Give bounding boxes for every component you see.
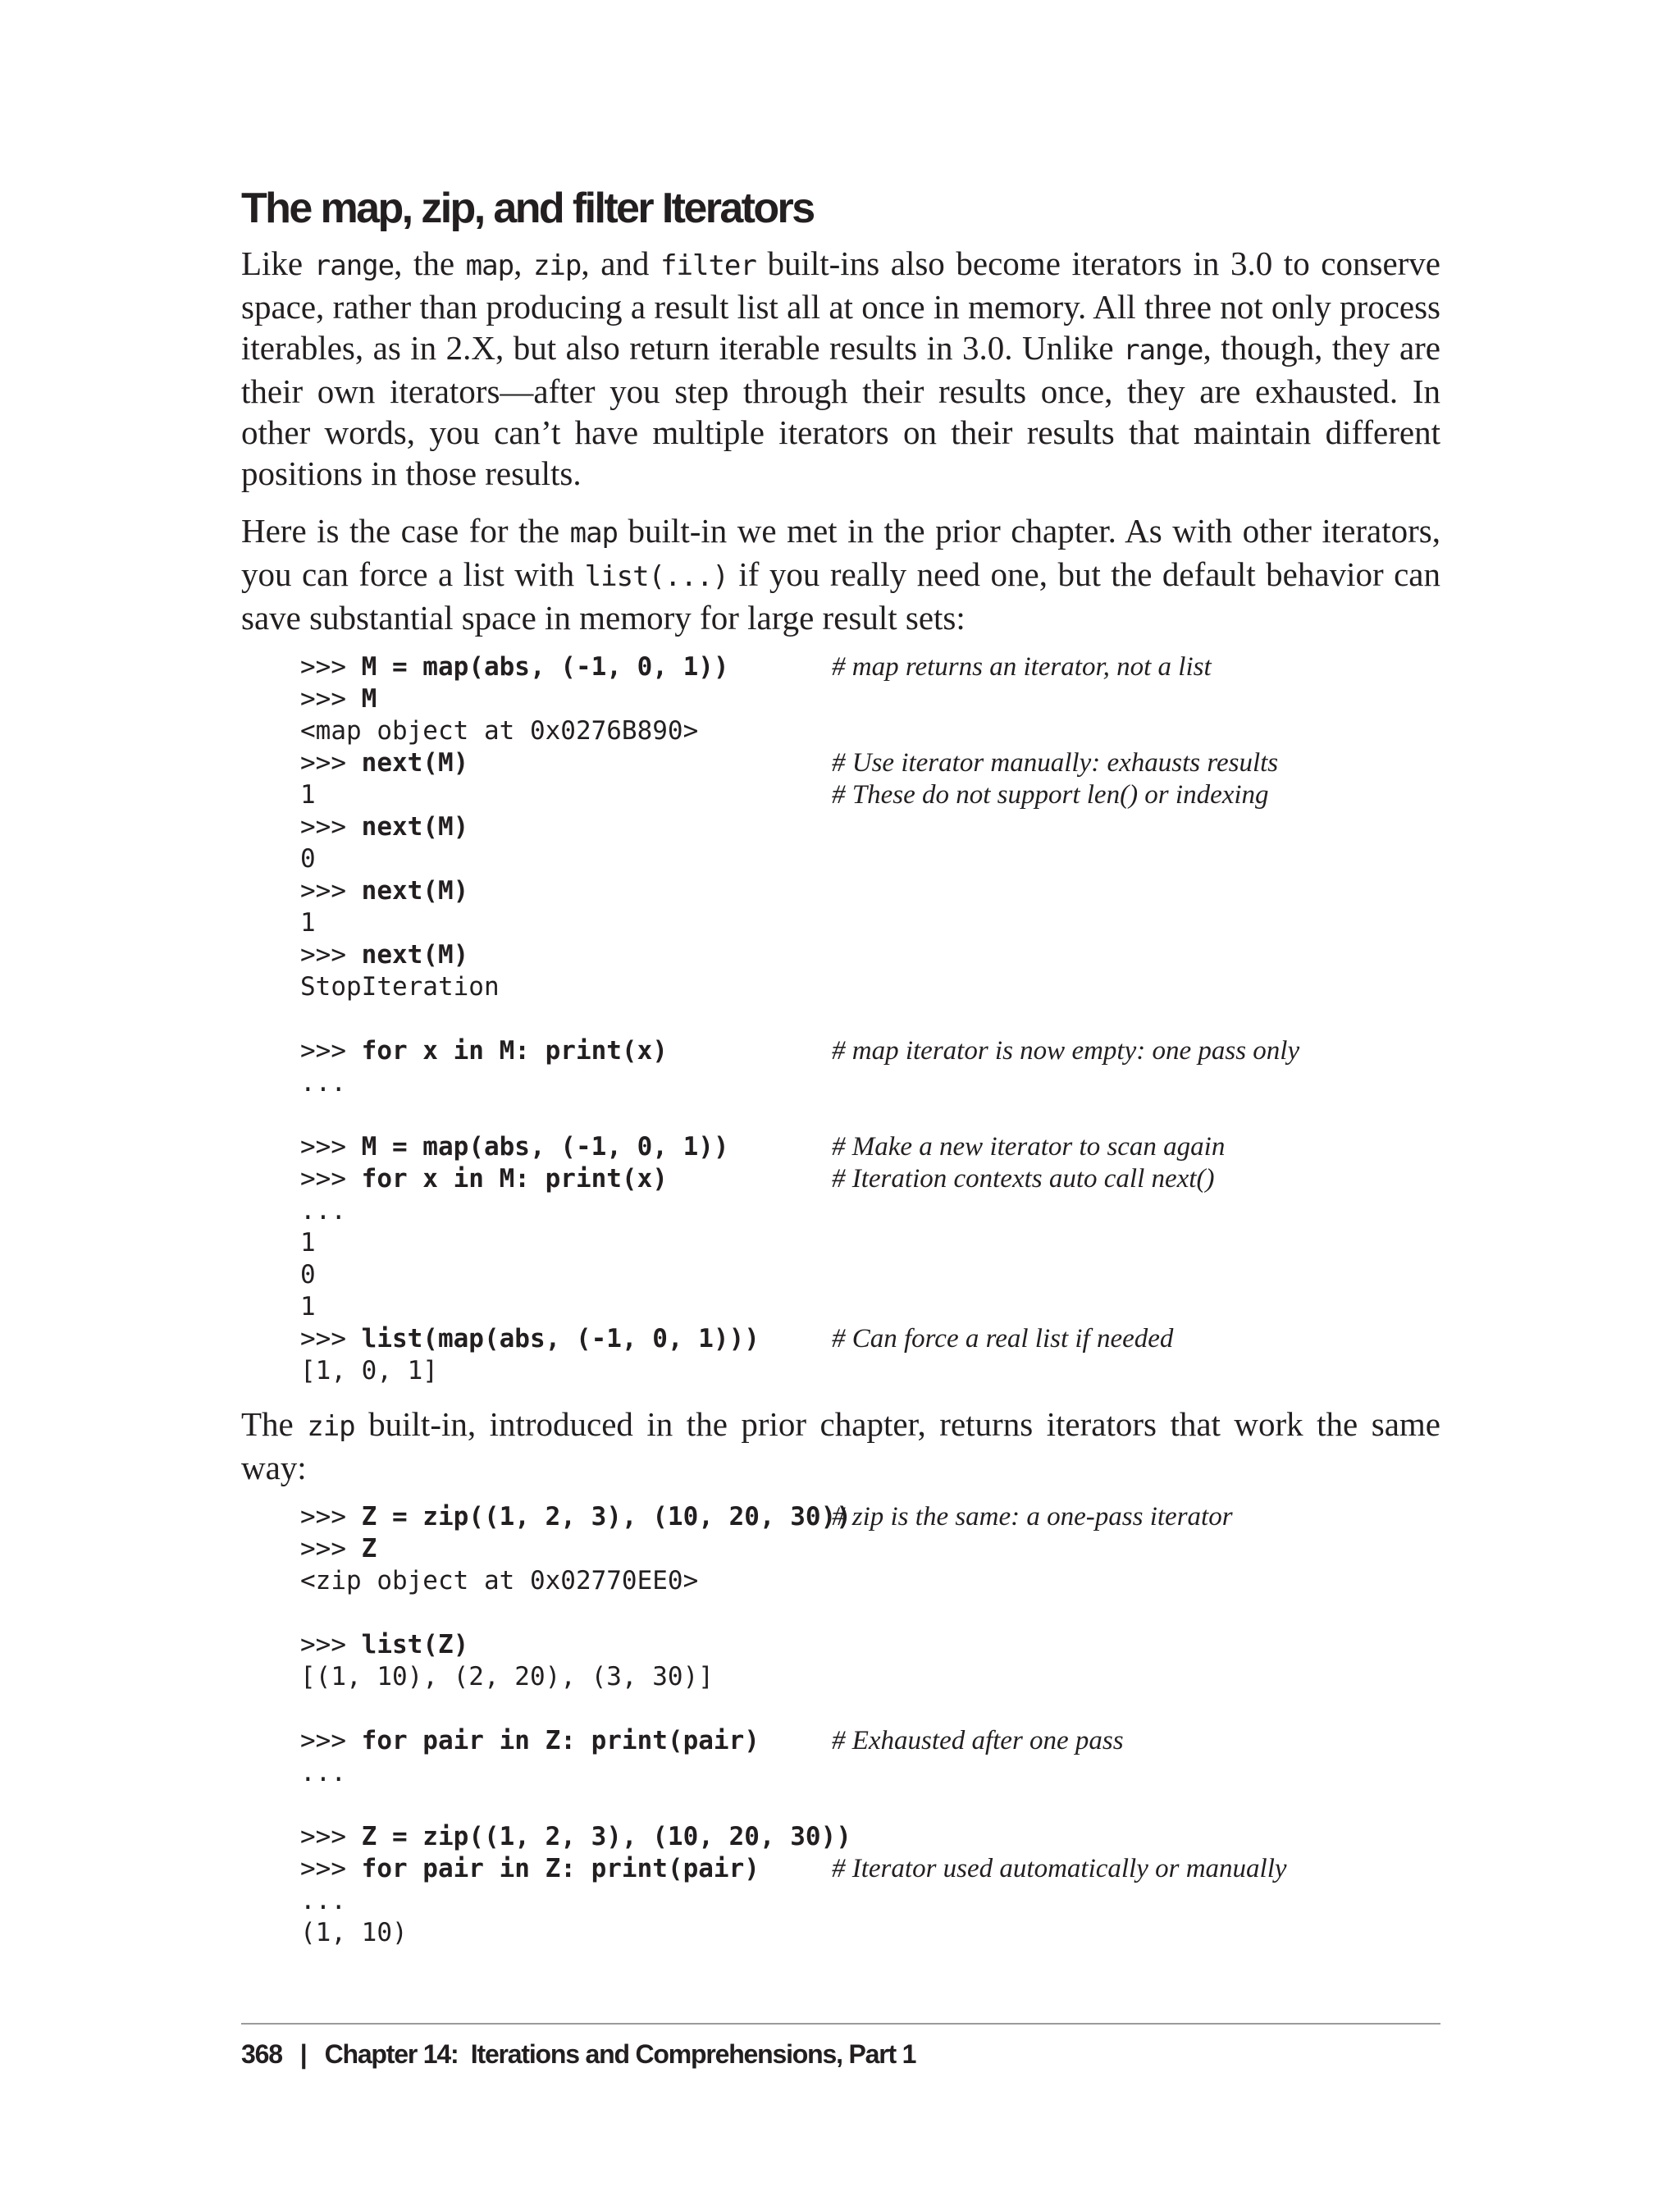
- code-text: [300, 875, 468, 907]
- code-plain: >>>: [300, 1534, 362, 1564]
- code-line: [300, 747, 1440, 779]
- code-plain: <map object at 0x0276B890>: [300, 716, 699, 746]
- code-plain: >>>: [300, 1726, 362, 1755]
- code-line: [300, 1885, 1440, 1917]
- code-bold: next(M): [361, 876, 469, 906]
- code-plain: (1, 10): [300, 1918, 408, 1947]
- inline-code: map: [465, 249, 514, 282]
- inline-code: range: [313, 249, 395, 282]
- code-line: [300, 683, 1440, 715]
- inline-code: map: [569, 517, 619, 550]
- text-run: , though, they are their own iterators—after you step through their results once, they are exhausted. In other words, you can’t have multiple iterators on their results that maintain different positions in those results.: [241, 329, 1440, 492]
- code-text: [300, 1661, 714, 1693]
- code-line: [300, 715, 1440, 747]
- text-run: Here is the case for the: [241, 512, 570, 550]
- paragraph-intro: [241, 243, 1440, 494]
- code-comment: # Iterator used automatically or manually: [832, 1854, 1287, 1883]
- page-footer: [241, 2034, 915, 2074]
- code-line: [300, 1629, 1440, 1661]
- code-plain: 0: [300, 1260, 316, 1290]
- code-plain: >>>: [300, 1324, 362, 1354]
- code-comment: # Exhausted after one pass: [832, 1726, 1124, 1755]
- code-line: [300, 1291, 1440, 1323]
- code-line: [300, 1693, 1440, 1725]
- code-plain: >>>: [300, 1036, 362, 1066]
- code-line: [300, 1757, 1440, 1789]
- paragraph-zip: [241, 1404, 1440, 1488]
- code-line: [300, 1821, 1440, 1853]
- code-plain: >>>: [300, 1822, 362, 1851]
- code-text: [300, 1629, 468, 1661]
- code-text: [300, 683, 377, 715]
- code-text: [300, 1227, 316, 1259]
- code-line: [300, 1323, 1440, 1355]
- section-heading: The map, zip, and filter Iterators: [241, 185, 814, 232]
- code-bold: next(M): [361, 812, 469, 842]
- code-text: [300, 1259, 316, 1291]
- code-bold: Z = zip((1, 2, 3), (10, 20, 30)): [361, 1822, 851, 1851]
- code-comment: # map returns an iterator, not a list: [832, 652, 1212, 682]
- code-plain: 1: [300, 908, 316, 938]
- code-line: [300, 1259, 1440, 1291]
- code-line: [300, 875, 1440, 907]
- code-line: [300, 907, 1440, 939]
- code-bold: for x in M: print(x): [361, 1036, 668, 1066]
- code-text: [300, 715, 698, 747]
- code-line: [300, 1355, 1440, 1387]
- code-line: [300, 1227, 1440, 1259]
- inline-code: list(...): [584, 560, 728, 593]
- code-line: [300, 1789, 1440, 1821]
- text-run: , and: [581, 244, 661, 282]
- code-line: [300, 843, 1440, 875]
- code-bold: next(M): [361, 940, 469, 970]
- inline-code: zip: [532, 249, 582, 282]
- code-bold: list(map(abs, (-1, 0, 1))): [361, 1324, 760, 1354]
- code-line: [300, 1099, 1440, 1131]
- code-text: [300, 1533, 377, 1565]
- code-text: [300, 971, 500, 1003]
- code-plain: ...: [300, 1196, 346, 1226]
- inline-code: filter: [660, 249, 756, 282]
- code-line: [300, 1067, 1440, 1099]
- code-plain: >>>: [300, 940, 362, 970]
- paragraph-map: [241, 510, 1440, 638]
- code-line: [300, 1501, 1440, 1533]
- code-bold: M = map(abs, (-1, 0, 1)): [361, 1132, 729, 1162]
- code-bold: M = map(abs, (-1, 0, 1)): [361, 652, 729, 682]
- code-text: [300, 1035, 668, 1067]
- code-text: [300, 1195, 346, 1227]
- code-plain: ...: [300, 1758, 346, 1787]
- code-text: [300, 939, 468, 971]
- code-line: [300, 1533, 1440, 1565]
- code-block-map: [300, 651, 1440, 1387]
- code-bold: Z: [361, 1534, 377, 1564]
- code-line: [300, 971, 1440, 1003]
- code-text: [300, 1067, 346, 1099]
- code-line: [300, 811, 1440, 843]
- code-plain: 1: [300, 1228, 316, 1258]
- code-plain: >>>: [300, 1132, 362, 1162]
- code-line: [300, 1035, 1440, 1067]
- code-line: [300, 1003, 1440, 1035]
- code-bold: Z = zip((1, 2, 3), (10, 20, 30)): [361, 1502, 851, 1532]
- code-plain: >>>: [300, 812, 362, 842]
- code-comment: # map iterator is now empty: one pass only: [832, 1036, 1300, 1066]
- code-line: [300, 779, 1440, 811]
- code-block-zip: [300, 1501, 1440, 1949]
- code-plain: 1: [300, 1292, 316, 1322]
- code-text: [300, 1917, 408, 1949]
- code-plain: >>>: [300, 876, 362, 906]
- text-run: built-ins also become iterators in 3.0 to conserve space, rather than producing a result list all at once in memory. All three not only process iterables, as in 2.X, but also return iterable results in 3.0. Unlike: [241, 244, 1440, 367]
- text-run: built-in we met in the prior chapter. As with other iterators, you can force a list with: [241, 512, 1440, 593]
- code-line: [300, 1597, 1440, 1629]
- code-line: [300, 1195, 1440, 1227]
- code-bold: next(M): [361, 748, 469, 778]
- code-line: [300, 1565, 1440, 1597]
- code-text: [300, 1501, 851, 1533]
- code-text: [300, 747, 468, 779]
- code-text: [300, 843, 316, 875]
- code-plain: [1, 0, 1]: [300, 1356, 438, 1386]
- code-plain: >>>: [300, 684, 362, 714]
- code-text: [300, 1163, 668, 1195]
- page-content: [241, 179, 1440, 1962]
- code-comment: # Can force a real list if needed: [832, 1324, 1174, 1354]
- code-plain: StopIteration: [300, 972, 500, 1002]
- code-comment: # These do not support len() or indexing: [832, 780, 1269, 810]
- code-bold: M: [361, 684, 377, 714]
- text-run: Like: [241, 244, 314, 282]
- code-bold: for pair in Z: print(pair): [361, 1854, 760, 1883]
- code-bold: list(Z): [361, 1630, 469, 1659]
- code-comment: # Make a new iterator to scan again: [832, 1132, 1226, 1162]
- code-plain: >>>: [300, 1502, 362, 1532]
- code-line: [300, 1725, 1440, 1757]
- code-text: [300, 1323, 760, 1355]
- code-text: [300, 811, 468, 843]
- text-run: if you really need one, but the default behavior can save substantial space in memory for large result sets:: [241, 555, 1440, 637]
- code-text: [300, 1885, 346, 1917]
- chapter-title: Chapter 14: Iterations and Comprehensions, Part 1: [324, 2039, 916, 2069]
- code-plain: ...: [300, 1068, 346, 1098]
- code-line: [300, 1853, 1440, 1885]
- code-plain: 1: [300, 780, 316, 810]
- code-line: [300, 1131, 1440, 1163]
- code-text: [300, 1725, 760, 1757]
- code-plain: <zip object at 0x02770EE0>: [300, 1566, 699, 1596]
- code-line: [300, 1661, 1440, 1693]
- code-bold: for x in M: print(x): [361, 1164, 668, 1194]
- code-line: [300, 651, 1440, 683]
- code-text: [300, 1853, 760, 1885]
- code-comment: # Iteration contexts auto call next(): [832, 1164, 1215, 1194]
- code-line: [300, 939, 1440, 971]
- footer-divider: [241, 2023, 1440, 2025]
- code-text: [300, 1291, 316, 1323]
- code-text: [300, 1757, 346, 1789]
- code-plain: >>>: [300, 1630, 362, 1659]
- code-plain: 0: [300, 844, 316, 874]
- code-plain: >>>: [300, 1854, 362, 1883]
- code-text: [300, 1131, 729, 1163]
- code-plain: >>>: [300, 652, 362, 682]
- code-plain: >>>: [300, 1164, 362, 1194]
- code-text: [300, 1821, 851, 1853]
- page-number: 368: [241, 2039, 282, 2069]
- code-line: [300, 1917, 1440, 1949]
- code-plain: ...: [300, 1886, 346, 1915]
- code-text: [300, 779, 316, 811]
- footer-separator: |: [299, 2039, 307, 2069]
- inline-code: range: [1123, 334, 1203, 367]
- code-comment: # Use iterator manually: exhausts results: [832, 748, 1279, 778]
- code-text: [300, 1565, 698, 1597]
- code-text: [300, 907, 316, 939]
- code-plain: [(1, 10), (2, 20), (3, 30)]: [300, 1662, 714, 1691]
- code-text: [300, 651, 729, 683]
- text-run: built-in, introduced in the prior chapter, returns iterators that work the same way:: [241, 1405, 1440, 1486]
- code-text: [300, 1355, 438, 1387]
- code-plain: >>>: [300, 748, 362, 778]
- text-run: The: [241, 1405, 308, 1443]
- code-line: [300, 1163, 1440, 1195]
- code-bold: for pair in Z: print(pair): [361, 1726, 760, 1755]
- inline-code: zip: [307, 1410, 355, 1443]
- code-comment: # zip is the same: a one-pass iterator: [832, 1502, 1233, 1532]
- text-run: , the: [394, 244, 466, 282]
- text-run: ,: [514, 244, 533, 282]
